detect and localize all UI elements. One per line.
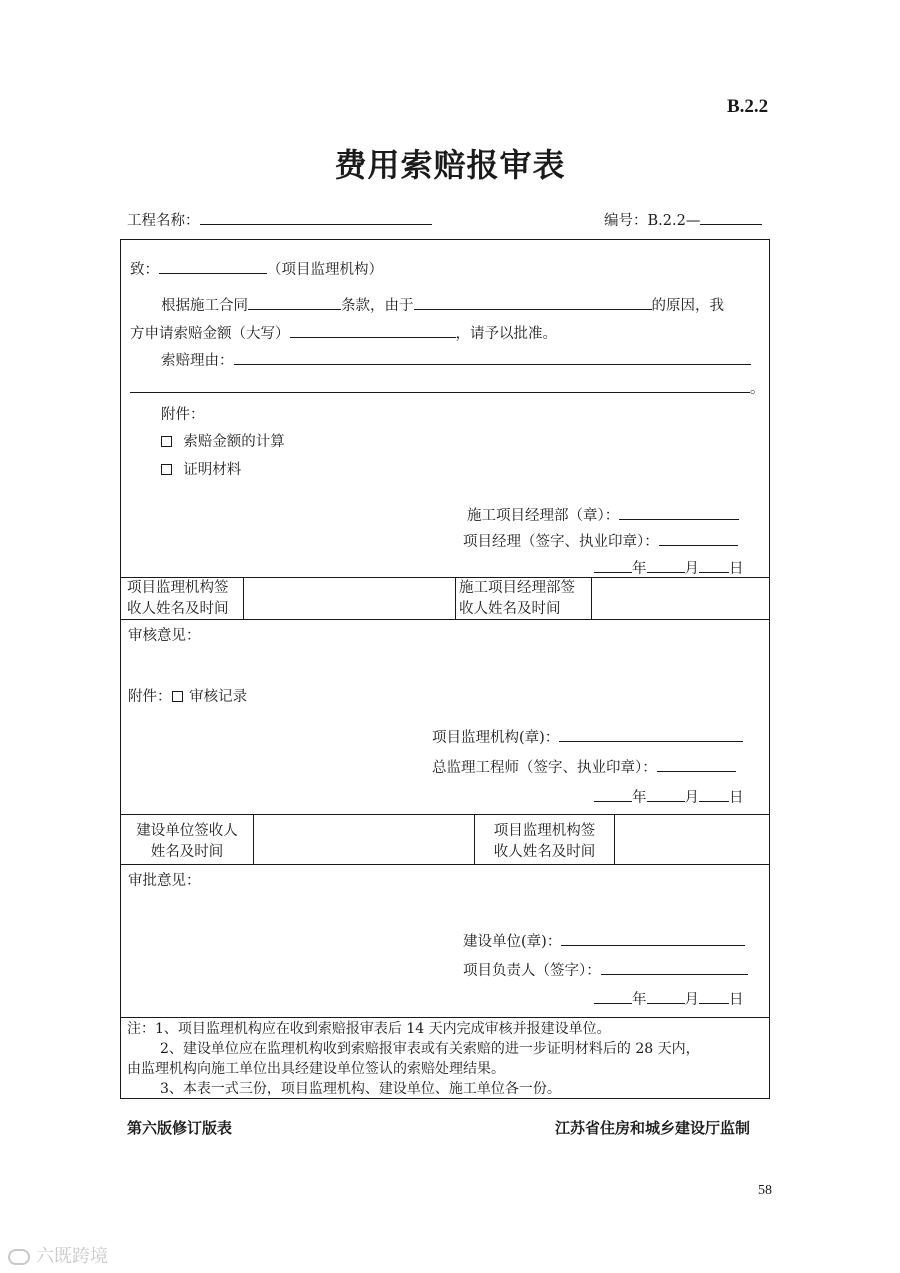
owner-sign-row bbox=[463, 930, 745, 951]
to-label: 致： bbox=[130, 262, 159, 278]
notes bbox=[127, 1019, 700, 1099]
contractor-dept-sign-row bbox=[467, 504, 739, 525]
receipt-signature-field[interactable] bbox=[244, 578, 454, 619]
to-row bbox=[130, 258, 383, 279]
page-number: 58 bbox=[758, 1183, 772, 1198]
attachment-item bbox=[161, 458, 241, 479]
month-label: 月 bbox=[684, 561, 699, 577]
contractor-dept-sign-field[interactable] bbox=[619, 505, 739, 520]
attachments-label: 附件： bbox=[161, 407, 205, 423]
reason-field[interactable] bbox=[234, 350, 751, 365]
paragraph-line-1 bbox=[161, 294, 724, 315]
review-record-label: 审核记录 bbox=[189, 689, 248, 705]
checkbox[interactable] bbox=[172, 691, 183, 702]
owner-leader-sign-field[interactable] bbox=[601, 960, 748, 975]
pm-sign-row bbox=[463, 530, 738, 551]
supervision-org-sign-field[interactable] bbox=[559, 727, 743, 742]
day-label: 日 bbox=[729, 561, 744, 577]
divider bbox=[120, 1017, 770, 1018]
note-line: 注：1、项目监理机构应在收到索赔报审表后 14 天内完成审核并报建设单位。 bbox=[127, 1021, 611, 1037]
divider bbox=[120, 864, 770, 865]
receipt-label bbox=[120, 821, 254, 863]
approval-opinion-label: 审批意见： bbox=[128, 873, 201, 889]
day-label: 日 bbox=[729, 790, 744, 806]
divider bbox=[455, 577, 456, 619]
review-opinion-label: 审核意见： bbox=[128, 628, 201, 644]
supervision-org-sign-label: 项目监理机构(章)： bbox=[432, 730, 560, 746]
project-name-label: 工程名称： bbox=[127, 213, 200, 229]
attachment-label: 证明材料 bbox=[183, 462, 242, 478]
day-field[interactable] bbox=[699, 989, 729, 1004]
month-field[interactable] bbox=[647, 787, 685, 802]
year-field[interactable] bbox=[594, 787, 632, 802]
note-line: 2、建设单位应在监理机构收到索赔报审表或有关索赔的进一步证明材料后的 28 天内， bbox=[160, 1041, 700, 1057]
form-code: B.2.2 bbox=[727, 96, 769, 117]
approval-request-text: ，请予以批准。 bbox=[455, 326, 557, 342]
pm-sign-field[interactable] bbox=[659, 531, 738, 546]
supervision-org-sign-row bbox=[432, 726, 743, 747]
receipt-label-line: 项目监理机构签 bbox=[493, 823, 596, 839]
year-field[interactable] bbox=[594, 989, 632, 1004]
attachment-label: 索赔金额的计算 bbox=[183, 434, 285, 450]
claim-amount-field[interactable] bbox=[290, 323, 456, 338]
year-label: 年 bbox=[632, 561, 647, 577]
receipt-signature-field[interactable] bbox=[592, 578, 768, 619]
checkbox[interactable] bbox=[161, 464, 172, 475]
serial-row bbox=[604, 209, 762, 230]
project-name-row bbox=[127, 209, 432, 230]
attachment-item bbox=[161, 430, 285, 451]
cause-text: 的原因，我 bbox=[651, 298, 724, 314]
note-line: 由监理机构向施工单位出具经建设单位签认的索赔处理结果。 bbox=[127, 1061, 505, 1077]
day-label: 日 bbox=[729, 992, 744, 1008]
footer-issuer: 江苏省住房和城乡建设厅监制 bbox=[555, 1119, 751, 1137]
watermark-logo-icon bbox=[8, 1249, 30, 1265]
date-row bbox=[594, 988, 744, 1009]
to-suffix: （项目监理机构） bbox=[267, 262, 383, 278]
owner-sign-field[interactable] bbox=[561, 931, 745, 946]
checkbox[interactable] bbox=[161, 436, 172, 447]
review-attachment-label: 附件： bbox=[128, 689, 172, 705]
chief-engineer-sign-row bbox=[432, 756, 736, 777]
month-label: 月 bbox=[684, 790, 699, 806]
owner-sign-label: 建设单位(章)： bbox=[463, 934, 562, 950]
receipt-label-line: 项目监理机构签 bbox=[127, 580, 229, 596]
serial-label: 编号：B.2.2— bbox=[604, 213, 701, 229]
year-label: 年 bbox=[632, 992, 647, 1008]
contract-clause-field[interactable] bbox=[248, 295, 341, 310]
recipient-field[interactable] bbox=[159, 259, 267, 274]
owner-leader-sign-label: 项目负责人（签字）： bbox=[463, 963, 601, 979]
footer-edition: 第六版修订版表 bbox=[127, 1119, 233, 1137]
claim-amount-text: 方申请索赔金额（大写） bbox=[130, 326, 290, 342]
receipt-label-line: 建设单位签收人 bbox=[136, 823, 238, 839]
month-field[interactable] bbox=[647, 558, 685, 573]
receipt-label-line: 收人姓名及时间 bbox=[127, 601, 229, 617]
period: 。 bbox=[750, 381, 765, 397]
date-row bbox=[594, 557, 744, 578]
year-field[interactable] bbox=[594, 558, 632, 573]
reason-row bbox=[161, 349, 751, 370]
note-line: 3、本表一式三份，项目监理机构、建设单位、施工单位各一份。 bbox=[160, 1081, 561, 1097]
receipt-label bbox=[475, 821, 614, 863]
chief-engineer-sign-field[interactable] bbox=[657, 757, 736, 772]
receipt-label bbox=[459, 578, 575, 620]
claim-cause-field[interactable] bbox=[414, 295, 652, 310]
review-attachment-row bbox=[128, 685, 247, 706]
receipt-signature-field[interactable] bbox=[615, 815, 768, 864]
receipt-label-line: 姓名及时间 bbox=[150, 844, 224, 860]
watermark-text: 六既跨境 bbox=[36, 1246, 108, 1267]
month-label: 月 bbox=[684, 992, 699, 1008]
reason-label: 索赔理由： bbox=[161, 353, 234, 369]
pm-sign-label: 项目经理（签字、执业印章）： bbox=[463, 534, 659, 550]
receipt-label-line: 收人姓名及时间 bbox=[459, 601, 561, 617]
contractor-dept-sign-label: 施工项目经理部（章）： bbox=[467, 508, 620, 524]
month-field[interactable] bbox=[647, 989, 685, 1004]
day-field[interactable] bbox=[699, 787, 729, 802]
receipt-label-line: 施工项目经理部签 bbox=[459, 580, 575, 596]
reason-field-2[interactable] bbox=[130, 378, 750, 393]
project-name-field[interactable] bbox=[200, 210, 432, 225]
owner-leader-sign-row bbox=[463, 959, 748, 980]
clause-text: 条款，由于 bbox=[341, 298, 414, 314]
watermark bbox=[8, 1242, 108, 1268]
receipt-label-line: 收人姓名及时间 bbox=[493, 844, 596, 860]
receipt-label bbox=[127, 578, 229, 620]
date-row bbox=[594, 786, 744, 807]
form-title: 费用索赔报审表 bbox=[334, 146, 566, 184]
paragraph-line-2 bbox=[130, 322, 557, 343]
contract-text: 根据施工合同 bbox=[161, 298, 248, 314]
reason-row-2 bbox=[130, 377, 765, 398]
serial-number-field[interactable] bbox=[700, 210, 762, 225]
receipt-signature-field[interactable] bbox=[254, 815, 473, 864]
chief-engineer-sign-label: 总监理工程师（签字、执业印章）： bbox=[432, 760, 657, 776]
year-label: 年 bbox=[632, 790, 647, 806]
day-field[interactable] bbox=[699, 558, 729, 573]
